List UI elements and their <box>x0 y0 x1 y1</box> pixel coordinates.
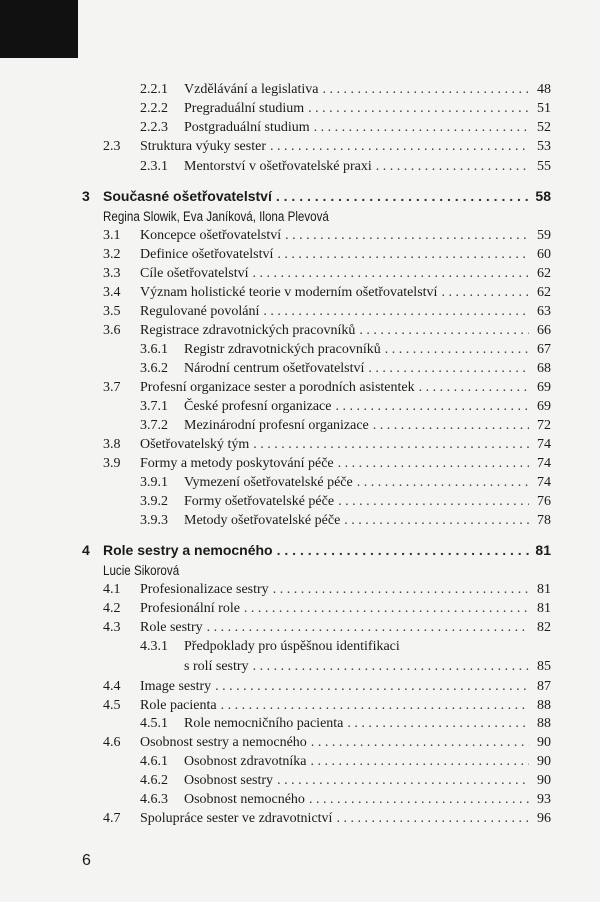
toc-entry-row <box>0 696 600 716</box>
dot-leader <box>244 599 529 619</box>
toc-entry-number: 2.2.3 <box>140 120 168 135</box>
toc-entry-row <box>0 790 600 810</box>
toc-page-number: 81 <box>537 601 551 616</box>
dot-leader <box>338 492 529 512</box>
toc-entry-title: Národní centrum ošetřovatelství <box>184 361 365 376</box>
toc-entry-row <box>0 454 600 474</box>
toc-entry <box>184 157 529 177</box>
toc-page-number: 90 <box>537 735 551 750</box>
toc-entry-number: 3.5 <box>103 304 121 319</box>
dot-leader <box>263 302 529 322</box>
toc-entry <box>103 540 529 560</box>
toc-page-number: 88 <box>537 716 551 731</box>
toc-page-number: 82 <box>537 620 551 635</box>
toc-page-number: 90 <box>537 773 551 788</box>
toc-entry <box>140 378 529 398</box>
toc-entry-number: 3.2 <box>103 247 121 262</box>
toc-entry-title: Profesní organizace sester a porodních asistentek <box>140 380 415 395</box>
toc-page-number: 69 <box>537 399 551 414</box>
toc-entry-row <box>0 714 600 734</box>
toc-entry-title: Formy a metody poskytování péče <box>140 456 334 471</box>
dot-leader <box>308 99 529 119</box>
toc-entry-title: Registrace zdravotnických pracovníků <box>140 323 356 338</box>
toc-entry-row <box>0 599 600 619</box>
toc-entry-title: Cíle ošetřovatelství <box>140 266 249 281</box>
dot-leader <box>270 137 529 157</box>
toc-entry-number: 2.2.1 <box>140 82 168 97</box>
chapter-authors: Regina Slowik, Eva Janíková, Ilona Plevová <box>103 209 329 224</box>
toc-entry <box>184 714 529 734</box>
dot-leader <box>215 677 529 697</box>
toc-page-number: 76 <box>537 494 551 509</box>
toc-entry-number: 2.2.2 <box>140 101 168 116</box>
toc-entry-title: Pregraduální studium <box>184 101 305 116</box>
toc-entry-row <box>0 340 600 360</box>
toc-entry-title: Role sestry <box>140 620 203 635</box>
toc-entry-row <box>0 302 600 322</box>
toc-entry-row <box>0 264 600 284</box>
toc-entry <box>140 264 529 284</box>
toc-entry-row <box>0 118 600 138</box>
toc-entry-row <box>0 492 600 512</box>
toc-entry-number: 3 <box>82 188 90 204</box>
toc-page-number: 74 <box>537 437 551 452</box>
dot-leader <box>419 378 529 398</box>
toc-page-number: 62 <box>537 285 551 300</box>
toc-entry <box>184 752 529 772</box>
toc-entry-row <box>0 511 600 531</box>
toc-entry <box>140 809 529 829</box>
toc-entry-number: 4.6.1 <box>140 754 168 769</box>
toc-entry-title: Současné ošetřovatelství <box>103 188 272 204</box>
toc-entry-row <box>0 580 600 600</box>
dot-leader <box>335 397 529 417</box>
dot-leader <box>310 752 529 772</box>
dot-leader <box>252 264 529 284</box>
toc-entry <box>140 245 529 265</box>
toc-entry-title: Osobnost sestry <box>184 773 274 788</box>
dot-leader <box>207 618 529 638</box>
toc-entry-row <box>0 809 600 829</box>
toc-page-number: 53 <box>537 139 551 154</box>
toc-entry-number: 4.5.1 <box>140 716 168 731</box>
toc-entry-row <box>0 321 600 341</box>
toc-entry-row <box>0 80 600 100</box>
toc-entry-title: Profesionalizace sestry <box>140 582 269 597</box>
toc-entry-title: Význam holistické teorie v moderním ošetřovatelství <box>140 285 438 300</box>
toc-entry <box>184 790 529 810</box>
toc-page-number: 68 <box>537 361 551 376</box>
dot-leader <box>359 321 529 341</box>
toc-page-number: 74 <box>537 456 551 471</box>
toc-page-number: 96 <box>537 811 551 826</box>
toc-entry <box>140 283 529 303</box>
toc-page-number: 81 <box>537 582 551 597</box>
toc-entry-number: 3.6.1 <box>140 342 168 357</box>
toc-entry <box>140 733 529 753</box>
toc-entry-title: Osobnost sestry a nemocného <box>140 735 307 750</box>
toc-entry-title: Image sestry <box>140 679 212 694</box>
toc-page-number: 58 <box>535 188 551 204</box>
toc-page-number: 63 <box>537 304 551 319</box>
toc-page-number: 67 <box>537 342 551 357</box>
toc-entry-number: 3.6 <box>103 323 121 338</box>
dot-leader <box>277 540 529 560</box>
toc-entry <box>140 599 529 619</box>
toc-entry <box>140 580 529 600</box>
toc-entry-title: Definice ošetřovatelství <box>140 247 274 262</box>
toc-entry-row <box>0 283 600 303</box>
dot-leader <box>347 714 529 734</box>
toc-page-number: 90 <box>537 754 551 769</box>
toc-entry-number: 3.9.3 <box>140 513 168 528</box>
toc-entry-number: 3.7.1 <box>140 399 168 414</box>
toc-entry-row <box>0 752 600 772</box>
toc-entry-row <box>0 416 600 436</box>
toc-page-number: 51 <box>537 101 551 116</box>
toc-entry-row <box>0 435 600 455</box>
dot-leader <box>285 226 529 246</box>
toc-entry-title: Role sestry a nemocného <box>103 542 273 558</box>
toc-entry-title: Formy ošetřovatelské péče <box>184 494 335 509</box>
dot-leader <box>357 473 529 493</box>
toc-entry-number: 4.6 <box>103 735 121 750</box>
toc-entry <box>184 118 529 138</box>
dot-leader <box>385 340 529 360</box>
dot-leader <box>253 657 529 677</box>
toc-entry-number: 3.9.1 <box>140 475 168 490</box>
toc-entry <box>184 511 529 531</box>
toc-entry-number: 3.9.2 <box>140 494 168 509</box>
dot-leader <box>323 80 530 100</box>
toc-page-number: 62 <box>537 266 551 281</box>
toc-entry <box>184 99 529 119</box>
toc-entry-row <box>0 226 600 246</box>
toc-page-number: 55 <box>537 159 551 174</box>
dot-leader <box>273 580 529 600</box>
toc-page-number: 59 <box>537 228 551 243</box>
toc-entry-title: Regulované povolání <box>140 304 260 319</box>
toc-entry <box>140 302 529 322</box>
toc-entry-row <box>0 397 600 417</box>
toc-entry-number: 3.8 <box>103 437 121 452</box>
toc-entry-number: 4.3.1 <box>140 639 168 654</box>
toc-entry-number: 4.5 <box>103 698 121 713</box>
toc-entry-row <box>0 245 600 265</box>
toc-entry-number: 4.6.3 <box>140 792 168 807</box>
toc-entry-number: 3.4 <box>103 285 121 300</box>
toc-entry-title-continued: s rolí sestry <box>184 659 249 674</box>
toc-page-number: 72 <box>537 418 551 433</box>
toc-page-number: 48 <box>537 82 551 97</box>
toc-entry-number: 4.7 <box>103 811 121 826</box>
toc-page-number: 74 <box>537 475 551 490</box>
toc-chapter-row <box>0 540 600 560</box>
toc-entry-number: 3.7.2 <box>140 418 168 433</box>
toc-entry-continuation <box>0 657 600 677</box>
toc-page-number: 87 <box>537 679 551 694</box>
toc-entry-number: 3.6.2 <box>140 361 168 376</box>
toc-entry <box>140 454 529 474</box>
dot-leader <box>314 118 529 138</box>
toc-entry <box>184 492 529 512</box>
toc-page-number: 69 <box>537 380 551 395</box>
dot-leader <box>344 511 529 531</box>
dot-leader <box>277 245 529 265</box>
toc-entry-title: České profesní organizace <box>184 399 332 414</box>
toc-entry-title: Osobnost nemocného <box>184 792 305 807</box>
toc-entry-title: Role nemocničního pacienta <box>184 716 344 731</box>
toc-entry <box>184 416 529 436</box>
toc-page-number: 66 <box>537 323 551 338</box>
dot-leader <box>441 283 529 303</box>
toc-entry-number: 3.9 <box>103 456 121 471</box>
toc-entry <box>140 137 529 157</box>
toc-entry-row <box>0 378 600 398</box>
toc-entry-number: 3.1 <box>103 228 121 243</box>
toc-entry-number: 3.7 <box>103 380 121 395</box>
toc-entry <box>184 637 529 657</box>
toc-entry-title: Mezinárodní profesní organizace <box>184 418 369 433</box>
dot-leader <box>309 790 529 810</box>
toc-entry-row <box>0 637 600 657</box>
dot-leader <box>376 157 529 177</box>
toc-entry-row <box>0 677 600 697</box>
toc-entry-number: 2.3.1 <box>140 159 168 174</box>
chapter-authors: Lucie Sikorová <box>103 563 180 578</box>
toc-entry <box>184 397 529 417</box>
toc-entry-number: 4.2 <box>103 601 121 616</box>
dot-leader <box>368 359 529 379</box>
dot-leader <box>336 809 529 829</box>
toc-entry <box>140 226 529 246</box>
toc-entry-title: Vymezení ošetřovatelské péče <box>184 475 353 490</box>
toc-entry-title: Osobnost zdravotníka <box>184 754 307 769</box>
toc-entry-row <box>0 771 600 791</box>
toc-entry-title: Vzdělávání a legislativa <box>184 82 319 97</box>
dot-leader <box>221 696 529 716</box>
toc-entry-number: 4.6.2 <box>140 773 168 788</box>
toc-entry <box>184 473 529 493</box>
toc-entry <box>140 696 529 716</box>
toc-entry <box>184 657 529 677</box>
toc-page-number: 60 <box>537 247 551 262</box>
toc-page-number: 85 <box>537 659 551 674</box>
toc-entry-title: Mentorství v ošetřovatelské praxi <box>184 159 372 174</box>
toc-entry-title: Profesionální role <box>140 601 240 616</box>
toc-entry-number: 3.3 <box>103 266 121 281</box>
dot-leader <box>253 435 529 455</box>
toc-entry <box>140 321 529 341</box>
toc-entry-number: 4.4 <box>103 679 121 694</box>
toc-entry-title: Předpoklady pro úspěšnou identifikaci <box>184 639 400 654</box>
toc-page-number: 78 <box>537 513 551 528</box>
page-number: 6 <box>82 852 91 869</box>
toc-page-number: 81 <box>535 542 551 558</box>
toc-entry-title: Metody ošetřovatelské péče <box>184 513 341 528</box>
toc-entry-row <box>0 733 600 753</box>
toc-entry-number: 2.3 <box>103 139 121 154</box>
dot-leader <box>373 416 529 436</box>
toc-entry-title: Registr zdravotnických pracovníků <box>184 342 381 357</box>
toc-entry <box>140 677 529 697</box>
toc-page-number: 93 <box>537 792 551 807</box>
dot-leader <box>277 771 529 791</box>
dot-leader <box>311 733 529 753</box>
toc-entry-title: Struktura výuky sester <box>140 139 266 154</box>
toc-entry <box>140 435 529 455</box>
toc-entry-title: Role pacienta <box>140 698 217 713</box>
dot-leader <box>276 186 529 206</box>
toc-entry-row <box>0 473 600 493</box>
toc-entry-number: 4 <box>82 542 90 558</box>
toc-page-number: 52 <box>537 120 551 135</box>
toc-entry-title: Ošetřovatelský tým <box>140 437 250 452</box>
toc-chapter-row <box>0 186 600 206</box>
toc-entry <box>184 359 529 379</box>
toc-entry-row <box>0 157 600 177</box>
dot-leader <box>338 454 529 474</box>
toc-entry-number: 4.3 <box>103 620 121 635</box>
toc-entry-row <box>0 359 600 379</box>
toc-entry-row <box>0 137 600 157</box>
toc-entry <box>184 340 529 360</box>
toc-entry-title: Koncepce ošetřovatelství <box>140 228 282 243</box>
toc-entry <box>184 80 529 100</box>
toc-entry-title: Spolupráce sester ve zdravotnictví <box>140 811 333 826</box>
toc-entry-row <box>0 99 600 119</box>
toc-entry-number: 4.1 <box>103 582 121 597</box>
toc-entry <box>184 771 529 791</box>
toc-entry-row <box>0 618 600 638</box>
toc-page-number: 88 <box>537 698 551 713</box>
toc-entry <box>103 186 529 206</box>
toc-entry <box>140 618 529 638</box>
toc-entry-title: Postgraduální studium <box>184 120 310 135</box>
